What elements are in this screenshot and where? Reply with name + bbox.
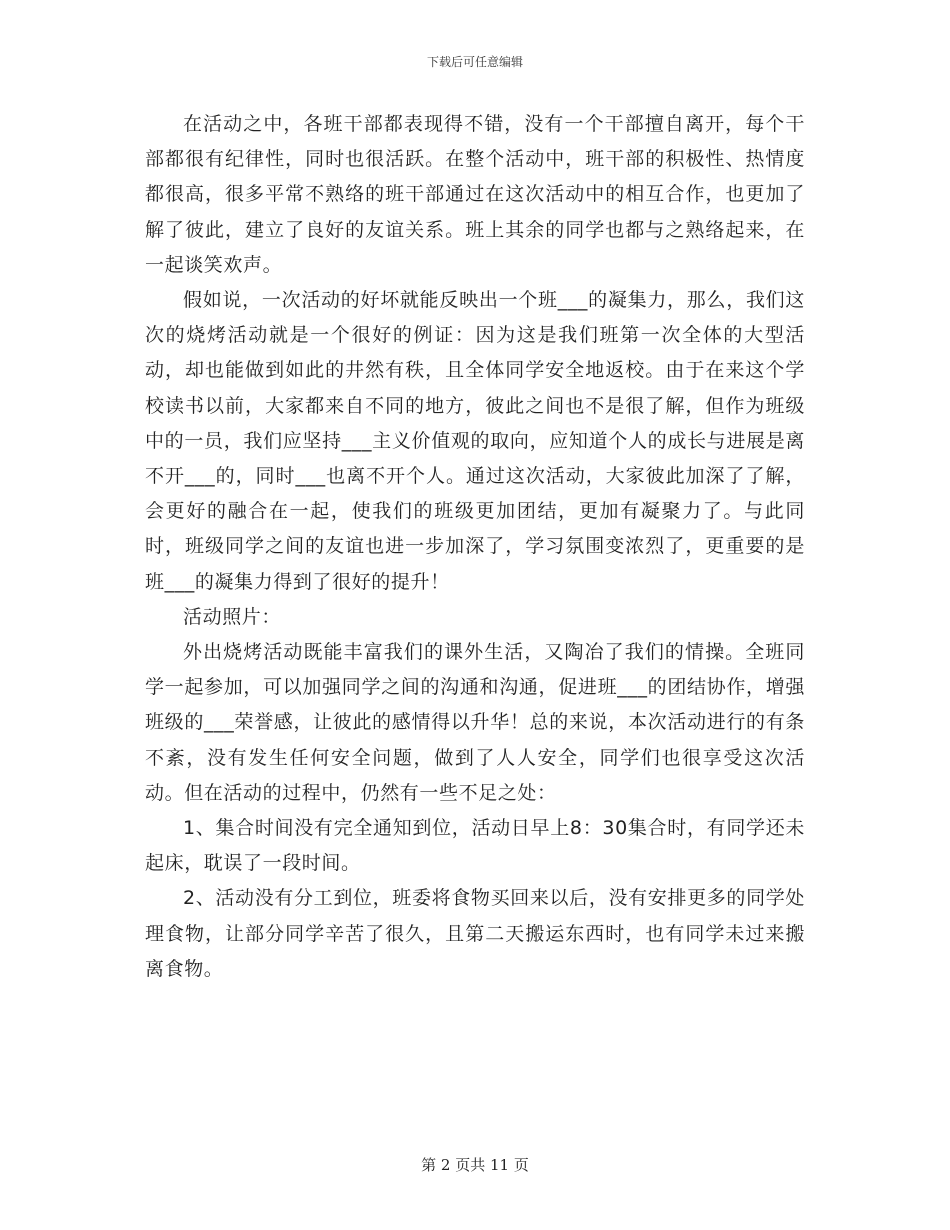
- document-body: [145, 107, 805, 987]
- page-header: 下载后可任意编辑: [426, 55, 523, 69]
- paragraph-shortcoming-2: 2、活动没有分工到位，班委将食物买回来以后，没有安排更多的同学处理食物，让部分同学辛苦了很久，且第二天搬运东西时，也有同学未过来搬离食物。: [145, 887, 805, 980]
- paragraph-activity-photos-label: 活动照片：: [183, 605, 282, 628]
- page-footer: 第 2 页共 11 页: [421, 1156, 529, 1174]
- paragraph-summary: 外出烧烤活动既能丰富我们的课外生活，又陶冶了我们的情操。全班同学一起参加，可以加强同学之间的沟通和沟通，促进班___的团结协作，增强班级的___荣誉感，让彼此的感情得以升华！总的来说，本次活动进行的有条不紊，没有发生任何安全问题，做到了人人安全，同学们也很享受这次活动。但在活动的过程中，仍然有一些不足之处：: [145, 641, 805, 804]
- paragraph-class-cohesion: 假如说，一次活动的好坏就能反映出一个班___的凝集力，那么，我们这次的烧烤活动就是一个很好的例证：因为这是我们班第一次全体的大型活动，却也能做到如此的井然有秩，且全体同学安全地返校。由于在来这个学校读书以前，大家都来自不同的地方，彼此之间也不是很了解，但作为班级中的一员，我们应坚持___主义价值观的取向，应知道个人的成长与进展是离不开___的，同时___也离不开个人。通过这次活动，大家彼此加深了了解，会更好的融合在一起，使我们的班级更加团结，更加有凝聚力了。与此同时，班级同学之间的友谊也进一步加深了，学习氛围变浓烈了，更重要的是班___的凝集力得到了很好的提升！: [145, 289, 805, 593]
- paragraph-shortcoming-1: 1、集合时间没有完全通知到位，活动日早上8：30集合时，有同学还未起床，耽误了一段时间。: [145, 817, 805, 875]
- paragraph-cadre-performance: 在活动之中，各班干部都表现得不错，没有一个干部擅自离开，每个干部都很有纪律性，同时也很活跃。在整个活动中，班干部的积极性、热情度都很高，很多平常不熟络的班干部通过在这次活动中的相互合作，也更加了解了彼此，建立了良好的友谊关系。班上其余的同学也都与之熟络起来，在一起谈笑欢声。: [145, 113, 805, 276]
